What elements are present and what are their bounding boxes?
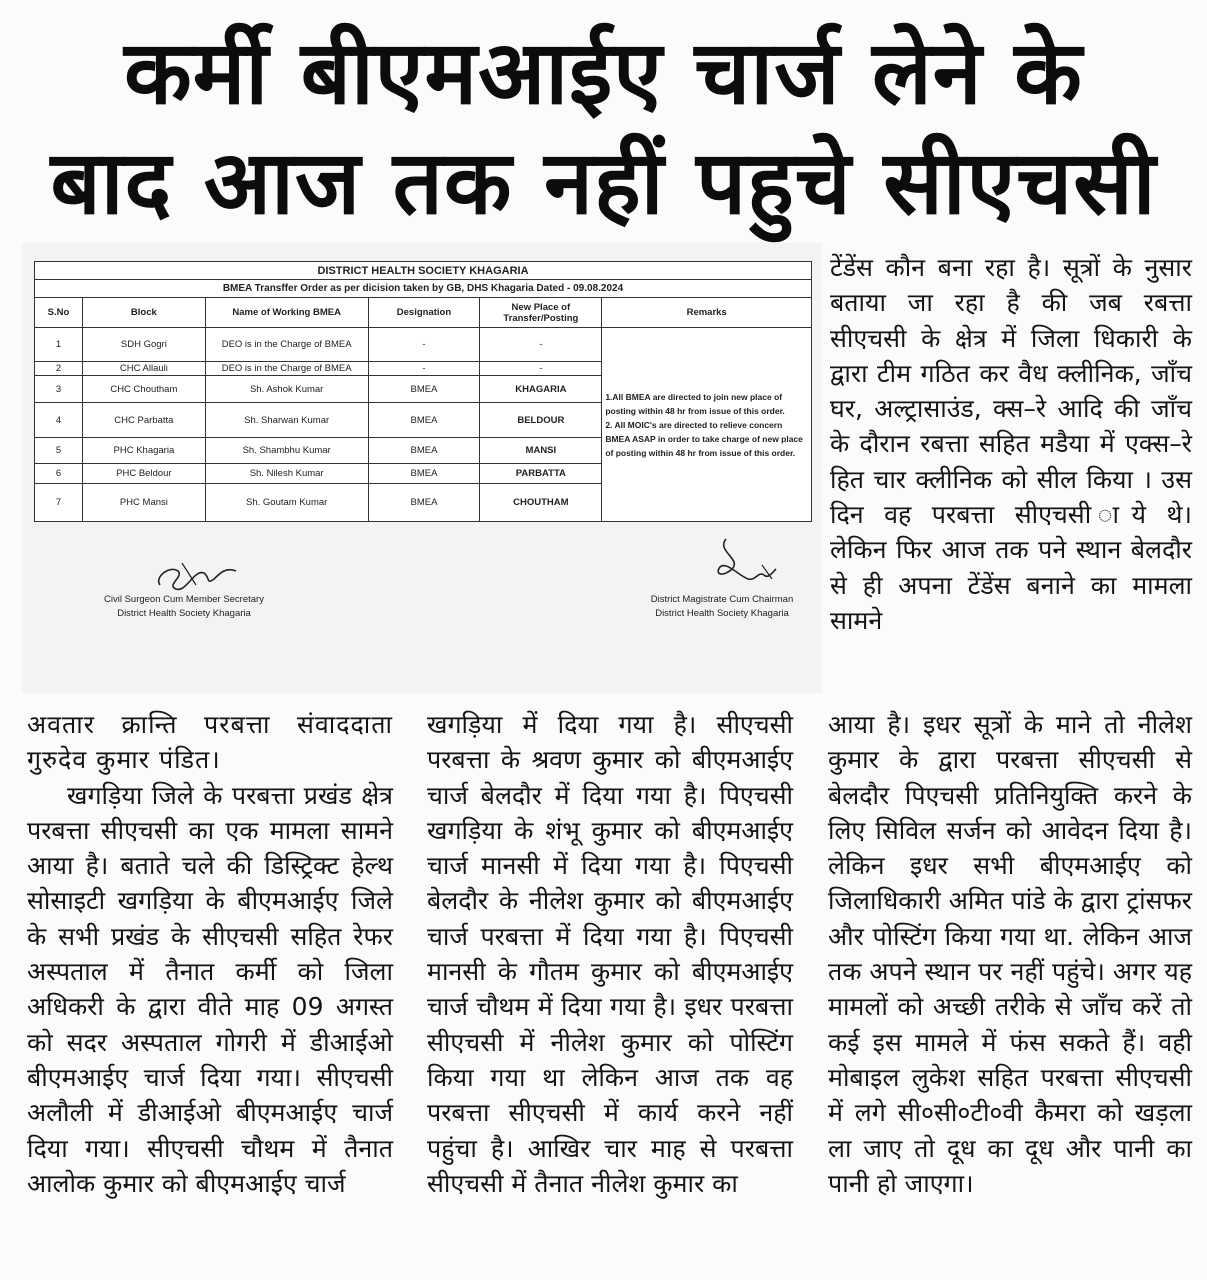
article-column-1: [27, 707, 393, 1201]
article-text: आया है। इधर सूत्रों के माने तो नीलेश कुमार के द्वारा परबत्ता सीएचसी से बेलदौर पिएचसी प्रतिनियुक्ति करने के लिए सिविल सर्जन को आवेदन दिया है। लेकिन इधर सभी बीएमआईए को जिलाधिकारी अमित पांडे के द्वारा ट्रांसफर और पोस्टिंग किया गया था. लेकिन आज तक अपने स्थान पर नहीं पहुंचे। अगर यह मामलों को अच्छी तरीके से जाँच करें तो कई इस मामले में फंस सकते हैं। वही मोबाइल लुकेश सहित परबत्ता सीएचसी में लगे सी०सी०टी०वी कैमरा को खड़ला ला जाए तो दूध का दूध और पानी का पानी हो जाएगा।: [828, 710, 1192, 1198]
cell-name: DEO is in the Charge of BMEA: [205, 328, 368, 362]
table-header-row: [35, 298, 812, 328]
cell-sno: 1: [35, 328, 83, 362]
article-paragraph: खगड़िया जिले के परबत्ता प्रखंड क्षेत्र परबत्ता सीएचसी का एक मामला सामने आया है। बताते चले की डिस्ट्रिक्ट हेल्थ सोसाइटी खगड़िया के बीएमआईए जिले के सभी प्रखंड के सीएचसी सहित रेफर अस्पताल में तैनात कर्मी को जिला अधिकरी के द्वारा वीते माह 09 अगस्त को सदर अस्पताल गोगरी में डीआईओ बीएमआईए चार्ज दिया गया। सीएचसी अलौली में डीआईओ बीएमआईए चार्ज दिया गया। सीएचसी चौथम में तैनात आलोक कुमार को बीएमआईए चार्ज: [27, 780, 393, 1198]
cell-designation: -: [368, 328, 480, 362]
cell-designation: BMEA: [368, 484, 480, 522]
column-header: Block: [82, 298, 205, 328]
cell-designation: BMEA: [368, 376, 480, 403]
cropped-previous-line: [430, 0, 1030, 10]
order-title: DISTRICT HEALTH SOCIETY KHAGARIA: [35, 262, 812, 280]
cell-block: CHC Choutham: [82, 376, 205, 403]
transfer-order-table: [34, 261, 812, 522]
cell-designation: -: [368, 362, 480, 376]
cell-name: Sh. Shambhu Kumar: [205, 438, 368, 464]
column-header: Remarks: [602, 298, 812, 328]
district-magistrate-signature: [702, 535, 792, 591]
article-text: टेंडेंस कौन बना रहा है। सूत्रों के नुसार बताया जा रहा है की जब रबत्ता सीएचसी के क्षेत्र में जिला धिकारी के द्वारा टीम गठित कर वैध क्लीनिक, जाँच घर, अल्ट्रासाउंड, क्स–रे आदि की जाँच के दौरान रबत्ता सहित मडैया में एक्स–रे हित चार क्लीनिक को सील किया । उस दिन वह परबत्ता सीएचसी ाये थे। लेकिन फिर आज तक पने स्थान बेलदौर से ही अपना टेंडेंस बनाने का मामला सामने: [830, 253, 1192, 635]
cell-designation: BMEA: [368, 464, 480, 484]
cell-place: BELDOUR: [480, 403, 602, 438]
signature-block-left: [84, 593, 284, 621]
cell-name: Sh. Goutam Kumar: [205, 484, 368, 522]
article-byline: अवतार क्रान्ति परबत्ता संवाददाता गुरुदेव कुमार पंडित।: [27, 710, 393, 775]
cell-sno: 2: [35, 362, 83, 376]
signature-block-right: [622, 593, 822, 621]
article-text: खगड़िया में दिया गया है। सीएचसी परबत्ता के श्रवण कुमार को बीएमआईए चार्ज बेलदौर में दिया गया है। पिएचसी खगड़िया के शंभू कुमार को बीएमआईए चार्ज मानसी में दिया गया है। पिएचसी बेलदौर के नीलेश कुमार को बीएमआईए चार्ज परबत्ता में दिया गया है। पिएचसी मानसी के गौतम कुमार को बीएमआईए चार्ज चौथम में दिया गया है। इधर परबत्ता सीएचसी में नीलेश कुमार को पोस्टिंग किया गया था लेकिन आज तक वह परबत्ता सीएचसी में कार्य करने नहीं पहुंचा है। आखिर चार माह से परबत्ता सीएचसी में तैनात नीलेश कुमार का: [427, 710, 793, 1198]
cell-block: SDH Gogri: [82, 328, 205, 362]
column-header: Name of Working BMEA: [205, 298, 368, 328]
cell-block: PHC Khagaria: [82, 438, 205, 464]
cell-name: DEO is in the Charge of BMEA: [205, 362, 368, 376]
sig-right-org: District Health Society Khagaria: [655, 608, 789, 619]
cell-place: -: [480, 328, 602, 362]
remark-1: 1.All BMEA are directed to join new place of posting within 48 hr from issue of this order.: [605, 391, 785, 416]
article-column-3: [828, 707, 1192, 1201]
cell-sno: 3: [35, 376, 83, 403]
headline-line-1: कर्मी बीएमआईए चार्ज लेने के: [124, 21, 1083, 124]
sig-right-title: District Magistrate Cum Chairman: [650, 594, 794, 605]
cell-designation: BMEA: [368, 438, 480, 464]
cell-block: CHC Allauli: [82, 362, 205, 376]
cell-place: CHOUTHAM: [480, 484, 602, 522]
cell-block: PHC Beldour: [82, 464, 205, 484]
cell-sno: 4: [35, 403, 83, 438]
sig-left-org: District Health Society Khagaria: [117, 608, 251, 619]
transfer-order-document: [22, 243, 822, 693]
remark-2: 2. All MOIC's are directed to relieve concern BMEA ASAP in order to take charge of new place of posting within 48 hr from issue of this order.: [605, 419, 803, 458]
sig-left-title: Civil Surgeon Cum Member Secretary: [104, 594, 264, 605]
cell-block: PHC Mansi: [82, 484, 205, 522]
cell-name: Sh. Nilesh Kumar: [205, 464, 368, 484]
cell-place: PARBATTA: [480, 464, 602, 484]
cell-sno: 7: [35, 484, 83, 522]
cell-designation: BMEA: [368, 403, 480, 438]
order-subtitle: BMEA Transffer Order as per dicision taken by GB, DHS Khagaria Dated - 09.08.2024: [35, 280, 812, 298]
column-header: New Place of Transfer/Posting: [480, 298, 602, 328]
cell-place: MANSI: [480, 438, 602, 464]
cell-name: Sh. Ashok Kumar: [205, 376, 368, 403]
cell-place: -: [480, 362, 602, 376]
article-column-2: [427, 707, 793, 1201]
article-column-right-top: [830, 250, 1192, 638]
cell-place: KHAGARIA: [480, 376, 602, 403]
remarks-cell: [602, 328, 812, 522]
table-row: [35, 328, 812, 362]
article-text: [27, 778, 393, 1202]
headline-line-2: बाद आज तक नहीं पहुचे सीएचसी: [50, 131, 1157, 234]
cell-sno: 5: [35, 438, 83, 464]
cell-block: CHC Parbatta: [82, 403, 205, 438]
column-header: Designation: [368, 298, 480, 328]
civil-surgeon-signature: [152, 555, 242, 595]
cell-sno: 6: [35, 464, 83, 484]
column-header: S.No: [35, 298, 83, 328]
cell-name: Sh. Sharwan Kumar: [205, 403, 368, 438]
